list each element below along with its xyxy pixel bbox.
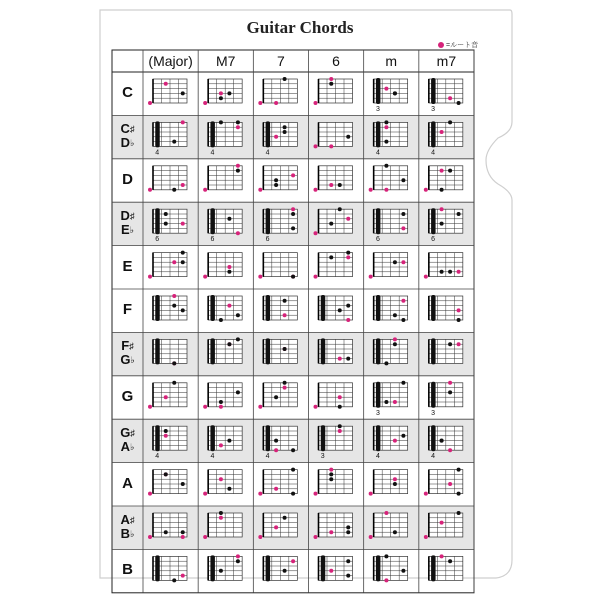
chord-diagram — [314, 383, 353, 409]
sharp-mark: ♯ — [129, 211, 135, 222]
chord-diagram — [148, 470, 187, 496]
chord-diagram — [319, 295, 353, 322]
fret-number: 3 — [375, 409, 380, 417]
fret-number: 4 — [210, 149, 215, 157]
chord-diagram — [314, 207, 353, 235]
fret-number: 4 — [375, 149, 380, 157]
chord-diagram — [258, 513, 297, 539]
chord-diagram — [314, 166, 353, 192]
chord-diagram — [429, 338, 463, 364]
fret-number: 4 — [155, 453, 160, 461]
chord-diagram — [374, 78, 408, 113]
chord-diagram — [374, 337, 408, 365]
chord-diagram — [314, 468, 353, 496]
chord-diagram — [424, 468, 463, 496]
flat-mark: ♭ — [130, 529, 135, 539]
column-header: 6 — [332, 53, 340, 69]
chord-diagram — [203, 470, 242, 496]
chord-diagram — [258, 166, 297, 192]
fret-number: 6 — [210, 236, 215, 244]
chord-diagram — [263, 555, 297, 581]
chord-diagram — [374, 381, 408, 417]
chord-diagram — [208, 295, 242, 322]
chord-diagram — [148, 381, 187, 409]
sharp-mark: ♯ — [129, 341, 134, 352]
note-top: G — [120, 425, 131, 441]
fret-number: 4 — [375, 453, 380, 461]
page-title: Guitar Chords — [246, 18, 354, 37]
chord-diagram — [369, 164, 408, 192]
row-label-a: A — [122, 474, 133, 492]
column-header: (Major) — [148, 53, 193, 69]
note-bottom: B — [120, 526, 131, 541]
fret-number: 4 — [431, 149, 436, 157]
column-header: 7 — [277, 53, 285, 69]
chord-diagram — [203, 383, 242, 409]
chord-diagram — [263, 338, 297, 364]
note-top: A — [120, 512, 130, 527]
row-label-c: C — [122, 84, 133, 101]
chord-diagram — [314, 251, 353, 279]
fret-number: 6 — [375, 236, 380, 244]
chord-diagram — [369, 470, 408, 496]
chord-diagram — [429, 554, 463, 581]
legend-label: =ルート音 — [446, 42, 479, 49]
note-bottom: E — [121, 222, 130, 238]
flat-mark: ♭ — [130, 138, 135, 149]
chord-diagram — [148, 79, 187, 105]
fret-number: 4 — [265, 149, 270, 157]
sharp-mark: ♯ — [129, 124, 135, 135]
chord-diagram — [429, 381, 463, 417]
note-top: C — [120, 121, 130, 137]
fret-number: 6 — [155, 236, 160, 244]
chord-diagram — [263, 295, 297, 321]
chord-diagram — [429, 295, 463, 322]
row-label-csharp-dflat — [112, 122, 143, 150]
chord-diagram — [369, 511, 408, 539]
fret-number: 4 — [210, 453, 215, 461]
row-label-dsharp-eflat — [112, 209, 143, 237]
column-header: m — [385, 53, 398, 69]
chord-diagram — [153, 294, 187, 321]
row-label-gsharp-aflat — [112, 426, 143, 454]
chord-diagram — [258, 253, 297, 279]
chord-diagram — [148, 166, 187, 192]
fret-number: 6 — [431, 236, 436, 244]
fret-number: 3 — [320, 453, 325, 461]
fret-number: 3 — [431, 106, 436, 113]
chord-diagram — [208, 337, 242, 364]
chord-diagram — [148, 251, 187, 279]
chord-diagram — [258, 77, 297, 105]
row-label-f: F — [122, 301, 133, 318]
row-label-asharp-bflat — [112, 513, 143, 541]
sharp-mark: ♯ — [130, 428, 135, 439]
chord-diagram — [374, 295, 408, 322]
note-top: D — [120, 208, 130, 224]
row-label-e: E — [122, 257, 133, 275]
note-bottom: A — [120, 439, 131, 455]
column-header: M7 — [216, 53, 236, 69]
row-label-fsharp-gflat — [112, 339, 143, 367]
fret-number: 4 — [155, 149, 160, 157]
fret-number: 3 — [431, 409, 436, 417]
flat-mark: ♭ — [129, 225, 134, 236]
chord-diagram — [374, 554, 408, 582]
chord-diagram — [319, 555, 353, 581]
chord-diagram — [153, 338, 187, 365]
chord-diagram — [314, 122, 353, 148]
row-label-g: G — [121, 387, 134, 405]
chord-diagram — [203, 253, 242, 279]
chord-diagram — [258, 381, 297, 409]
column-header: m7 — [436, 53, 457, 69]
sharp-mark: ♯ — [129, 515, 135, 525]
chord-diagram — [203, 164, 242, 192]
fret-number: 3 — [375, 106, 380, 113]
chord-diagram — [258, 468, 297, 496]
chord-diagram — [314, 513, 353, 539]
fret-number: 6 — [265, 236, 270, 244]
chord-diagram — [153, 555, 187, 582]
chord-diagram — [208, 554, 242, 581]
note-bottom: G — [120, 352, 131, 368]
chord-diagram — [424, 166, 463, 192]
chord-diagram — [148, 513, 187, 539]
chord-diagram — [424, 511, 463, 539]
flat-mark: ♭ — [130, 355, 135, 366]
chord-diagram — [429, 78, 463, 113]
fret-number: 4 — [431, 453, 436, 461]
chord-diagram — [314, 77, 353, 105]
chord-diagram — [319, 338, 353, 364]
row-label-b: B — [122, 561, 133, 579]
row-label-d: D — [122, 170, 133, 188]
chord-diagram — [203, 79, 242, 105]
note-top: F — [121, 338, 130, 354]
chord-diagram — [424, 253, 463, 279]
chord-diagram — [203, 511, 242, 539]
chord-diagram — [369, 253, 408, 279]
fret-number: 4 — [265, 453, 270, 461]
note-bottom: D — [120, 135, 131, 151]
flat-mark: ♭ — [130, 442, 135, 453]
